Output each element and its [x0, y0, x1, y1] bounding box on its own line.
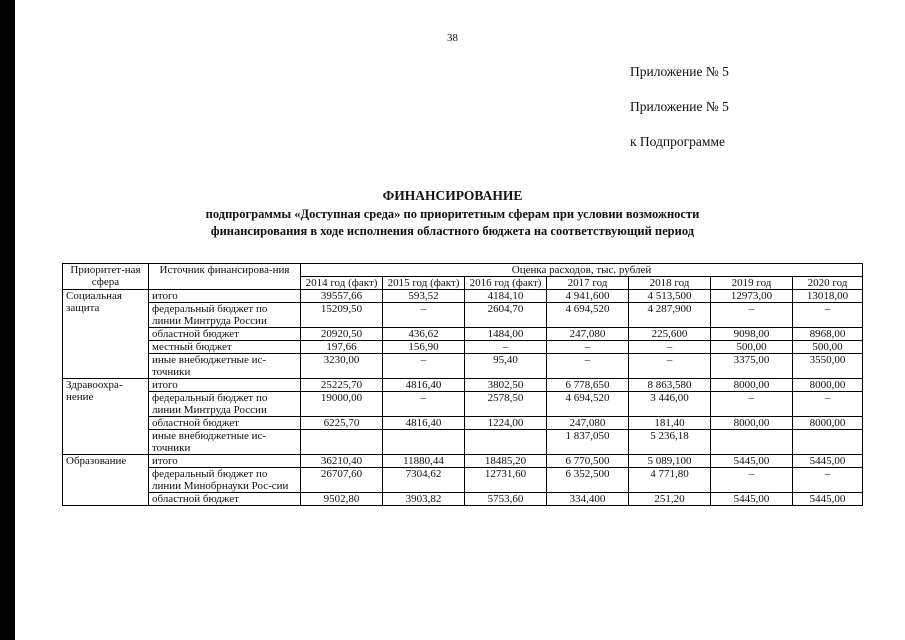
- amount-cell: 4 694,520: [547, 392, 629, 417]
- amount-cell: 197,66: [301, 341, 383, 354]
- amount-cell: 3903,82: [383, 493, 465, 506]
- amount-cell: 20920,50: [301, 328, 383, 341]
- amount-cell: 5 089,100: [629, 455, 711, 468]
- appendix-line-3: к Подпрограмме: [630, 134, 725, 149]
- amount-cell: 4 771,80: [629, 468, 711, 493]
- amount-cell: 8 863,580: [629, 379, 711, 392]
- amount-cell: 4 941,600: [547, 290, 629, 303]
- amount-cell: 18485,20: [465, 455, 547, 468]
- amount-cell: 3375,00: [711, 354, 793, 379]
- amount-cell: 5445,00: [711, 493, 793, 506]
- header-year: 2015 год (факт): [383, 277, 465, 290]
- amount-cell: 6225,70: [301, 417, 383, 430]
- amount-cell: –: [547, 354, 629, 379]
- amount-cell: 4 513,500: [629, 290, 711, 303]
- table-row: [63, 468, 863, 493]
- priority-sphere-cell: Здравоохра-нение: [63, 379, 149, 455]
- amount-cell: 5 236,18: [629, 430, 711, 455]
- amount-cell: 5445,00: [711, 455, 793, 468]
- amount-cell: 3230,00: [301, 354, 383, 379]
- financing-source-cell: федеральный бюджет по линии Минтруда России: [149, 303, 301, 328]
- amount-cell: [301, 430, 383, 455]
- appendix-line-1: Приложение № 5: [630, 64, 729, 79]
- amount-cell: 19000,00: [301, 392, 383, 417]
- amount-cell: 247,080: [547, 417, 629, 430]
- table-row: [63, 430, 863, 455]
- financing-source-cell: иные внебюджетные ис-точники: [149, 354, 301, 379]
- table-row: [63, 417, 863, 430]
- amount-cell: –: [711, 303, 793, 328]
- document-title: ФИНАНСИРОВАНИЕ: [382, 188, 523, 203]
- header-expense-estimate: Оценка расходов, тыс. рублей: [301, 264, 863, 277]
- amount-cell: 4816,40: [383, 417, 465, 430]
- financing-table: [62, 263, 863, 506]
- amount-cell: 15209,50: [301, 303, 383, 328]
- amount-cell: 4184,10: [465, 290, 547, 303]
- amount-cell: 2604,70: [465, 303, 547, 328]
- amount-cell: 6 352,500: [547, 468, 629, 493]
- amount-cell: –: [383, 392, 465, 417]
- amount-cell: 4 694,520: [547, 303, 629, 328]
- header-year: 2014 год (факт): [301, 277, 383, 290]
- amount-cell: 8968,00: [793, 328, 863, 341]
- amount-cell: 9098,00: [711, 328, 793, 341]
- header-year: 2017 год: [547, 277, 629, 290]
- table-row: [63, 341, 863, 354]
- priority-sphere-cell: Социальная защита: [63, 290, 149, 379]
- financing-source-cell: итого: [149, 290, 301, 303]
- amount-cell: 11880,44: [383, 455, 465, 468]
- table-row: [63, 354, 863, 379]
- financing-source-cell: итого: [149, 379, 301, 392]
- financing-source-cell: федеральный бюджет по линии Минобрнауки Рос-сии: [149, 468, 301, 493]
- amount-cell: 3802,50: [465, 379, 547, 392]
- amount-cell: 5753,60: [465, 493, 547, 506]
- amount-cell: 95,40: [465, 354, 547, 379]
- financing-source-cell: итого: [149, 455, 301, 468]
- amount-cell: [793, 430, 863, 455]
- amount-cell: 39557,66: [301, 290, 383, 303]
- amount-cell: –: [793, 303, 863, 328]
- amount-cell: 4 287,900: [629, 303, 711, 328]
- financing-source-cell: областной бюджет: [149, 328, 301, 341]
- amount-cell: 593,52: [383, 290, 465, 303]
- header-financing-source: Источник финансирова-ния: [149, 264, 301, 290]
- amount-cell: 1484,00: [465, 328, 547, 341]
- amount-cell: 12973,00: [711, 290, 793, 303]
- amount-cell: 13018,00: [793, 290, 863, 303]
- amount-cell: 5445,00: [793, 455, 863, 468]
- amount-cell: –: [711, 392, 793, 417]
- amount-cell: 1 837,050: [547, 430, 629, 455]
- page-number: 38: [447, 32, 458, 44]
- amount-cell: 8000,00: [793, 379, 863, 392]
- table-row: [63, 290, 863, 303]
- header-year: 2018 год: [629, 277, 711, 290]
- amount-cell: –: [465, 341, 547, 354]
- amount-cell: [465, 430, 547, 455]
- table-row: [63, 379, 863, 392]
- amount-cell: –: [629, 354, 711, 379]
- amount-cell: 36210,40: [301, 455, 383, 468]
- amount-cell: 181,40: [629, 417, 711, 430]
- scan-edge: [0, 0, 15, 640]
- amount-cell: –: [793, 468, 863, 493]
- amount-cell: 12731,60: [465, 468, 547, 493]
- amount-cell: 334,400: [547, 493, 629, 506]
- amount-cell: 3550,00: [793, 354, 863, 379]
- table-row: [63, 328, 863, 341]
- amount-cell: 4816,40: [383, 379, 465, 392]
- amount-cell: –: [547, 341, 629, 354]
- financing-source-cell: областной бюджет: [149, 493, 301, 506]
- header-priority-sphere: Приоритет-ная сфера: [63, 264, 149, 290]
- amount-cell: 6 778,650: [547, 379, 629, 392]
- amount-cell: –: [793, 392, 863, 417]
- amount-cell: 5445,00: [793, 493, 863, 506]
- amount-cell: 225,600: [629, 328, 711, 341]
- amount-cell: 500,00: [793, 341, 863, 354]
- amount-cell: 247,080: [547, 328, 629, 341]
- amount-cell: 156,90: [383, 341, 465, 354]
- document-subtitle-line-2: финансирования в ходе исполнения областного бюджета на соответствующий период: [210, 224, 695, 238]
- financing-source-cell: федеральный бюджет по линии Минтруда России: [149, 392, 301, 417]
- amount-cell: 7304,62: [383, 468, 465, 493]
- header-year: 2019 год: [711, 277, 793, 290]
- amount-cell: 2578,50: [465, 392, 547, 417]
- amount-cell: 8000,00: [711, 379, 793, 392]
- amount-cell: 500,00: [711, 341, 793, 354]
- table-row: [63, 493, 863, 506]
- amount-cell: –: [711, 468, 793, 493]
- financing-source-cell: областной бюджет: [149, 417, 301, 430]
- table-row: [63, 303, 863, 328]
- amount-cell: –: [383, 354, 465, 379]
- amount-cell: 26707,60: [301, 468, 383, 493]
- header-year: 2020 год: [793, 277, 863, 290]
- financing-source-cell: иные внебюджетные ис-точники: [149, 430, 301, 455]
- amount-cell: 1224,00: [465, 417, 547, 430]
- amount-cell: 436,62: [383, 328, 465, 341]
- amount-cell: 251,20: [629, 493, 711, 506]
- table-body: [63, 290, 863, 506]
- table-row: [63, 455, 863, 468]
- amount-cell: 8000,00: [711, 417, 793, 430]
- amount-cell: 3 446,00: [629, 392, 711, 417]
- header-year: 2016 год (факт): [465, 277, 547, 290]
- amount-cell: –: [629, 341, 711, 354]
- amount-cell: 9502,80: [301, 493, 383, 506]
- amount-cell: 6 770,500: [547, 455, 629, 468]
- amount-cell: 8000,00: [793, 417, 863, 430]
- amount-cell: 25225,70: [301, 379, 383, 392]
- table-row: [63, 392, 863, 417]
- amount-cell: [711, 430, 793, 455]
- financing-source-cell: местный бюджет: [149, 341, 301, 354]
- priority-sphere-cell: Образование: [63, 455, 149, 506]
- amount-cell: –: [383, 303, 465, 328]
- amount-cell: [383, 430, 465, 455]
- document-subtitle-line-1: подпрограммы «Доступная среда» по приоритетным сферам при условии возможности: [205, 207, 700, 221]
- appendix-line-2: Приложение № 5: [630, 99, 729, 114]
